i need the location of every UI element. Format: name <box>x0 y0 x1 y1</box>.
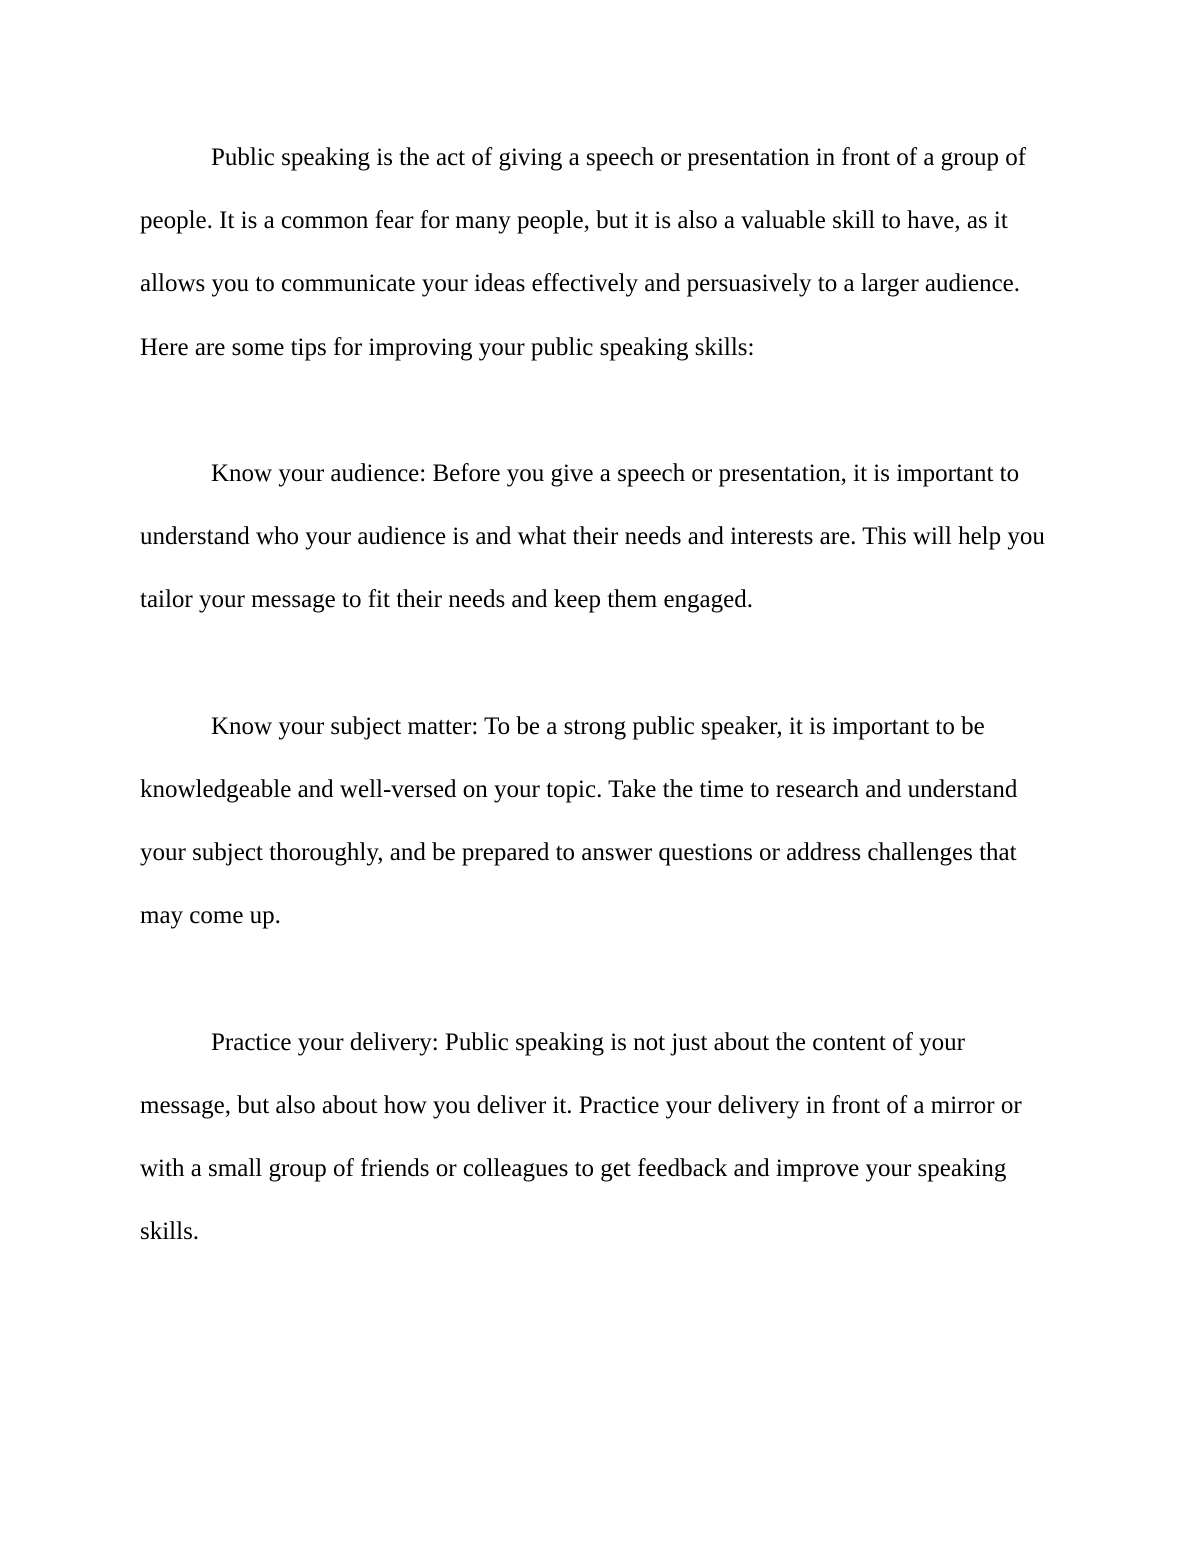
paragraph-practice-your-delivery: Practice your delivery: Public speaking is not just about the content of your message, but also about how you deliver it. Practice your delivery in front of a mirror or with a small group of friends or colleagues to get feedback and improve your speaking skills. <box>140 1028 1022 1246</box>
document-body <box>140 126 1060 1264</box>
paragraph-introduction: Public speaking is the act of giving a speech or presentation in front of a group of people. It is a common fear for many people, but it is also a valuable skill to have, as it allows you to communicate your ideas effectively and persuasively to a larger audience. Here are some tips for improving your public speaking skills: <box>140 144 1027 361</box>
paragraph-know-your-subject-matter: Know your subject matter: To be a strong public speaker, it is important to be knowledgeable and well-versed on your topic. Take the time to research and understand your subject thoroughly, and be prepared to answer questions or address challenges that may come up. <box>140 712 1018 930</box>
paragraph-know-your-audience: Know your audience: Before you give a speech or presentation, it is important to understand who your audience is and what their needs and interests are. This will help you tailor your message to fit their needs and keep them engaged. <box>140 460 1045 614</box>
